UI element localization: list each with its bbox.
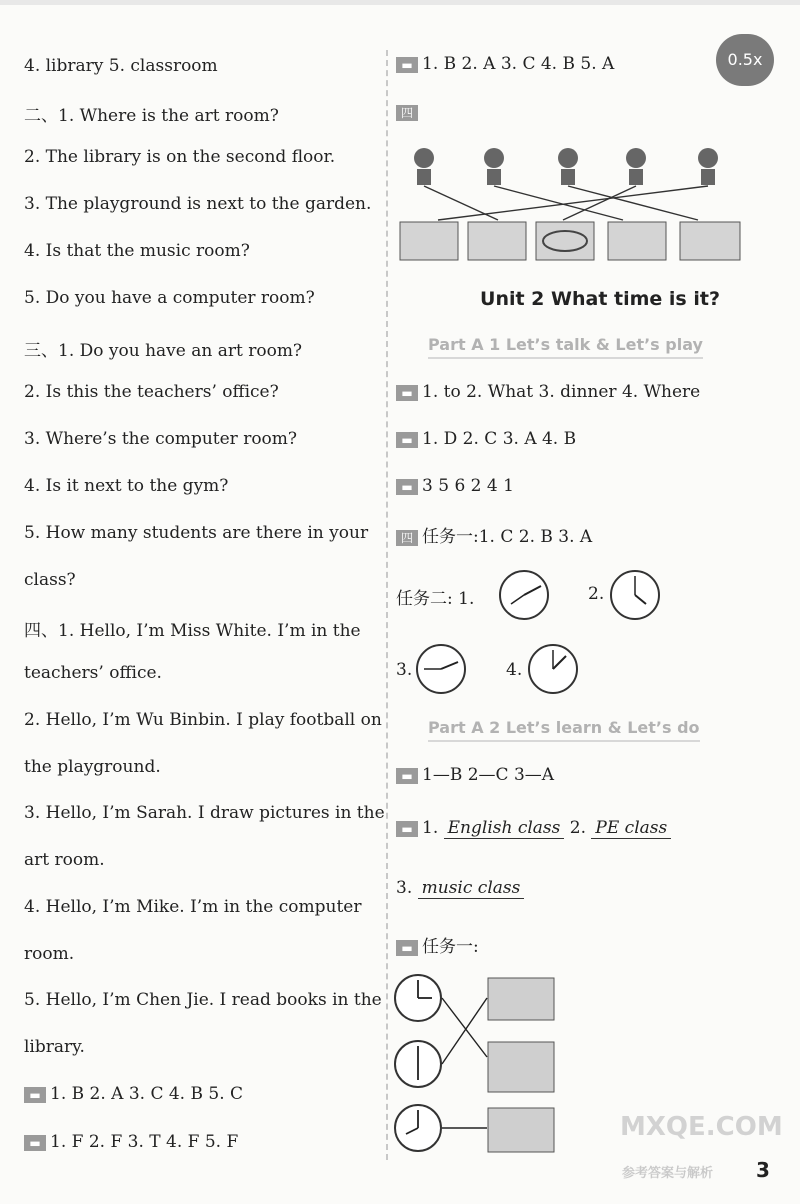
section-marker-icon: ▬ — [24, 1135, 46, 1151]
answer-line: ▬ 1. to 2. What 3. dinner 4. Where — [396, 382, 700, 402]
section-marker-icon: ▬ — [396, 432, 418, 448]
answer-line: 4. library 5. classroom — [24, 56, 218, 76]
answer-line: 5. Hello, I’m Chen Jie. I read books in the — [24, 990, 382, 1010]
answer-line: 四、1. Hello, I’m Miss White. I’m in the — [24, 621, 361, 641]
answer-line: 四 任务一:1. C 2. B 3. A — [396, 522, 592, 547]
activity-picture — [488, 1108, 554, 1152]
clock-icon — [526, 642, 580, 696]
answer-line: room. — [24, 944, 75, 964]
answer-line: ▬ 1. F 2. F 3. T 4. F 5. F — [24, 1132, 238, 1152]
person-icon — [484, 148, 504, 168]
answer-line: 3. music class — [396, 878, 524, 898]
answer-line: art room. — [24, 850, 105, 870]
clock-label: 2. — [588, 584, 605, 604]
section-marker-icon: ▬ — [24, 1087, 46, 1103]
person-icon — [698, 148, 718, 168]
section-marker-icon: ▬ — [396, 57, 418, 73]
clock-label: 3. — [396, 660, 413, 680]
answer-line: library. — [24, 1037, 85, 1057]
unit-title: Unit 2 What time is it? — [480, 288, 720, 310]
page-number: 3 — [756, 1158, 770, 1182]
clock-icon — [497, 568, 551, 622]
watermark-subtitle: 参考答案与解析 — [622, 1166, 714, 1181]
answer-line: teachers’ office. — [24, 663, 162, 683]
section-marker-icon: ▬ — [396, 768, 418, 784]
answer-line: 2. The library is on the second floor. — [24, 147, 336, 167]
person-icon — [558, 148, 578, 168]
person-icon — [626, 148, 646, 168]
person-icon — [417, 169, 431, 185]
part-heading: Part A 1 Let’s talk & Let’s play — [428, 335, 703, 359]
clock-icon — [608, 568, 662, 622]
room-picture — [400, 222, 458, 260]
answer-line: ▬ 1. D 2. C 3. A 4. B — [396, 429, 576, 449]
clock-icon — [414, 642, 468, 696]
room-picture — [468, 222, 526, 260]
answer-line: ▬ 1. English class 2. PE class — [396, 818, 671, 838]
answer-line — [396, 102, 422, 122]
room-picture — [680, 222, 740, 260]
answer-line: ▬ 3 5 6 2 4 1 — [396, 476, 514, 496]
answer-line: class? — [24, 570, 76, 590]
activity-picture — [488, 978, 554, 1020]
person-icon — [701, 169, 715, 185]
person-icon — [561, 169, 575, 185]
answer-line: 二、1. Where is the art room? — [24, 106, 279, 126]
answer-line: 2. Hello, I’m Wu Binbin. I play football on — [24, 710, 382, 730]
answer-line: 4. Is that the music room? — [24, 241, 250, 261]
answer-line: 5. How many students are there in your — [24, 523, 369, 543]
part-heading: Part A 2 Let’s learn & Let’s do — [428, 718, 700, 742]
top-border — [0, 0, 800, 5]
clock-matching-illustration — [392, 972, 562, 1162]
answer-line: ▬ 1. B 2. A 3. C 4. B 5. A — [396, 54, 614, 74]
answer-line: ▬ 任务一: — [396, 932, 479, 957]
answer-line: 4. Hello, I’m Mike. I’m in the computer — [24, 897, 362, 917]
matching-illustration — [398, 140, 744, 264]
clock-label: 任务二: 1. — [396, 589, 475, 609]
section-marker-icon: ▬ — [396, 479, 418, 495]
answer-line: 4. Is it next to the gym? — [24, 476, 229, 496]
room-picture — [608, 222, 666, 260]
person-icon — [414, 148, 434, 168]
answer-line: 5. Do you have a computer room? — [24, 288, 315, 308]
section-marker-icon: ▬ — [396, 821, 418, 837]
column-divider — [386, 50, 388, 1160]
room-picture — [536, 222, 594, 260]
answer-line: 3. Hello, I’m Sarah. I draw pictures in the — [24, 803, 385, 823]
answer-line: 三、1. Do you have an art room? — [24, 341, 303, 361]
section-marker-icon: 四 — [396, 105, 418, 121]
activity-picture — [488, 1042, 554, 1092]
section-marker-icon: 四 — [396, 530, 418, 546]
clock-label: 4. — [506, 660, 523, 680]
zoom-badge[interactable]: 0.5x — [716, 34, 774, 86]
person-icon — [487, 169, 501, 185]
section-marker-icon: ▬ — [396, 385, 418, 401]
answer-line: ▬ 1—B 2—C 3—A — [396, 765, 554, 785]
watermark: MXQE.COM — [620, 1112, 783, 1142]
answer-line: ▬ 1. B 2. A 3. C 4. B 5. C — [24, 1084, 243, 1104]
answer-line: the playground. — [24, 757, 161, 777]
person-icon — [629, 169, 643, 185]
answer-line: 3. The playground is next to the garden. — [24, 194, 372, 214]
answer-line: 3. Where’s the computer room? — [24, 429, 298, 449]
section-marker-icon: ▬ — [396, 940, 418, 956]
answer-line: 2. Is this the teachers’ office? — [24, 382, 279, 402]
